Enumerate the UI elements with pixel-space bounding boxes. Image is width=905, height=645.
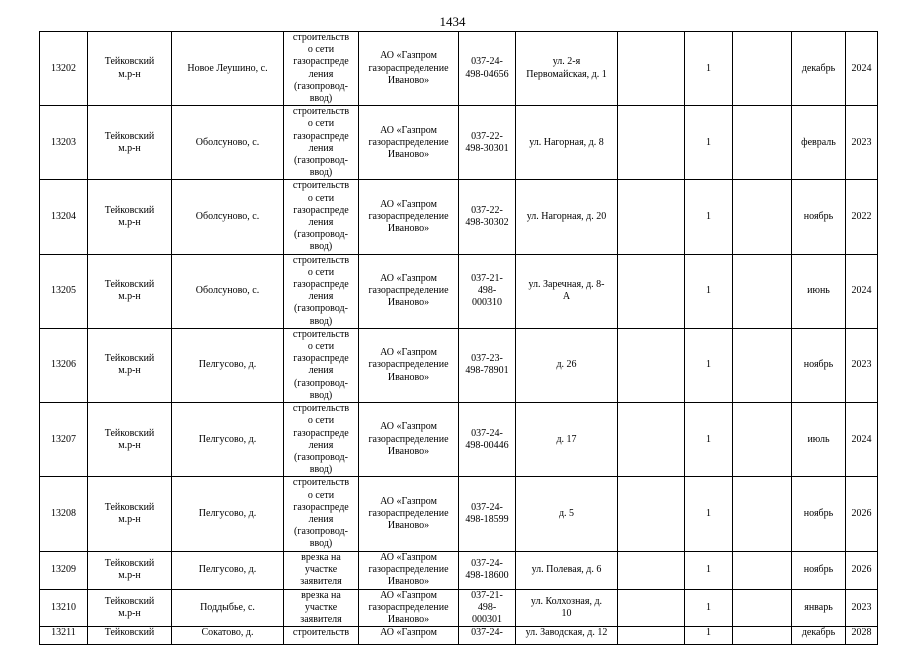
district-cell: Тейковский м.р-н xyxy=(88,328,172,402)
empty-cell xyxy=(733,551,792,589)
record-number: 13211 xyxy=(40,627,88,645)
address-cell: ул. Нагорная, д. 8 xyxy=(516,106,618,180)
record-number: 13204 xyxy=(40,180,88,254)
quantity-cell: 1 xyxy=(685,403,733,477)
month-cell: июль xyxy=(792,403,846,477)
empty-cell xyxy=(733,627,792,645)
month-cell: ноябрь xyxy=(792,180,846,254)
empty-cell xyxy=(618,106,685,180)
application-code-cell: 037-21- 498- 000301 xyxy=(459,589,516,627)
organization-cell: АО «Газпром газораспределение Иваново» xyxy=(359,477,459,551)
table-row xyxy=(40,551,878,589)
application-code-cell: 037-24- 498-04656 xyxy=(459,32,516,106)
table-row xyxy=(40,589,878,627)
empty-cell xyxy=(618,551,685,589)
month-cell: ноябрь xyxy=(792,328,846,402)
quantity-cell: 1 xyxy=(685,106,733,180)
empty-cell xyxy=(618,589,685,627)
quantity-cell: 1 xyxy=(685,551,733,589)
locality-cell: Пелгусово, д. xyxy=(172,477,284,551)
empty-cell xyxy=(733,180,792,254)
quantity-cell: 1 xyxy=(685,32,733,106)
address-cell: ул. Нагорная, д. 20 xyxy=(516,180,618,254)
work-type-cell: строительств о сети газораспреде ления (газопровод- ввод) xyxy=(284,477,359,551)
empty-cell xyxy=(733,328,792,402)
table-row xyxy=(40,328,878,402)
district-cell: Тейковский м.р-н xyxy=(88,589,172,627)
address-cell: ул. Заводская, д. 12 xyxy=(516,627,618,645)
table-body xyxy=(40,32,878,645)
table-row xyxy=(40,180,878,254)
record-number: 13207 xyxy=(40,403,88,477)
organization-cell: АО «Газпром газораспределение Иваново» xyxy=(359,551,459,589)
work-type-cell: строительств о сети газораспреде ления (газопровод- ввод) xyxy=(284,254,359,328)
empty-cell xyxy=(733,254,792,328)
organization-cell: АО «Газпром газораспределение Иваново» xyxy=(359,403,459,477)
quantity-cell: 1 xyxy=(685,589,733,627)
year-cell: 2024 xyxy=(846,254,878,328)
locality-cell: Сокатово, д. xyxy=(172,627,284,645)
year-cell: 2023 xyxy=(846,106,878,180)
application-code-cell: 037-23- 498-78901 xyxy=(459,328,516,402)
locality-cell: Поддыбье, с. xyxy=(172,589,284,627)
page-number: 1434 xyxy=(439,14,466,29)
district-cell: Тейковский м.р-н xyxy=(88,180,172,254)
year-cell: 2026 xyxy=(846,551,878,589)
year-cell: 2023 xyxy=(846,328,878,402)
month-cell: июнь xyxy=(792,254,846,328)
year-cell: 2024 xyxy=(846,403,878,477)
quantity-cell: 1 xyxy=(685,328,733,402)
district-cell: Тейковский м.р-н xyxy=(88,403,172,477)
application-code-cell: 037-24- 498-18599 xyxy=(459,477,516,551)
organization-cell: АО «Газпром газораспределение Иваново» xyxy=(359,328,459,402)
month-cell: ноябрь xyxy=(792,551,846,589)
organization-cell: АО «Газпром xyxy=(359,627,459,645)
organization-cell: АО «Газпром газораспределение Иваново» xyxy=(359,254,459,328)
record-number: 13202 xyxy=(40,32,88,106)
locality-cell: Пелгусово, д. xyxy=(172,551,284,589)
work-type-cell: строительств о сети газораспреде ления (газопровод- ввод) xyxy=(284,32,359,106)
year-cell: 2022 xyxy=(846,180,878,254)
application-code-cell: 037-22- 498-30301 xyxy=(459,106,516,180)
record-number: 13209 xyxy=(40,551,88,589)
locality-cell: Оболсуново, с. xyxy=(172,106,284,180)
locality-cell: Пелгусово, д. xyxy=(172,403,284,477)
record-number: 13206 xyxy=(40,328,88,402)
work-type-cell: строительств о сети газораспреде ления (газопровод- ввод) xyxy=(284,106,359,180)
year-cell: 2028 xyxy=(846,627,878,645)
organization-cell: АО «Газпром газораспределение Иваново» xyxy=(359,106,459,180)
month-cell: ноябрь xyxy=(792,477,846,551)
table-row xyxy=(40,477,878,551)
address-cell: ул. Колхозная, д. 10 xyxy=(516,589,618,627)
month-cell: январь xyxy=(792,589,846,627)
empty-cell xyxy=(618,627,685,645)
empty-cell xyxy=(618,403,685,477)
application-code-cell: 037-22- 498-30302 xyxy=(459,180,516,254)
empty-cell xyxy=(618,180,685,254)
quantity-cell: 1 xyxy=(685,477,733,551)
year-cell: 2023 xyxy=(846,589,878,627)
district-cell: Тейковский м.р-н xyxy=(88,32,172,106)
address-cell: ул. Полевая, д. 6 xyxy=(516,551,618,589)
application-code-cell: 037-24- 498-18600 xyxy=(459,551,516,589)
empty-cell xyxy=(733,32,792,106)
district-cell: Тейковский м.р-н xyxy=(88,106,172,180)
gas-connection-register-table xyxy=(39,31,878,645)
address-cell: ул. 2-я Первомайская, д. 1 xyxy=(516,32,618,106)
work-type-cell: врезка на участке заявителя xyxy=(284,589,359,627)
locality-cell: Пелгусово, д. xyxy=(172,328,284,402)
locality-cell: Оболсуново, с. xyxy=(172,180,284,254)
empty-cell xyxy=(733,106,792,180)
table-row xyxy=(40,403,878,477)
table-row xyxy=(40,32,878,106)
table-row xyxy=(40,106,878,180)
district-cell: Тейковский xyxy=(88,627,172,645)
address-cell: д. 5 xyxy=(516,477,618,551)
month-cell: декабрь xyxy=(792,627,846,645)
address-cell: ул. Заречная, д. 8- А xyxy=(516,254,618,328)
record-number: 13210 xyxy=(40,589,88,627)
quantity-cell: 1 xyxy=(685,180,733,254)
application-code-cell: 037-21- 498- 000310 xyxy=(459,254,516,328)
empty-cell xyxy=(733,589,792,627)
record-number: 13208 xyxy=(40,477,88,551)
table-row xyxy=(40,627,878,645)
application-code-cell: 037-24- 498-00446 xyxy=(459,403,516,477)
empty-cell xyxy=(618,328,685,402)
month-cell: декабрь xyxy=(792,32,846,106)
empty-cell xyxy=(618,477,685,551)
table-row xyxy=(40,254,878,328)
empty-cell xyxy=(733,477,792,551)
record-number: 13205 xyxy=(40,254,88,328)
application-code-cell: 037-24- xyxy=(459,627,516,645)
empty-cell xyxy=(733,403,792,477)
district-cell: Тейковский м.р-н xyxy=(88,551,172,589)
district-cell: Тейковский м.р-н xyxy=(88,477,172,551)
quantity-cell: 1 xyxy=(685,254,733,328)
locality-cell: Оболсуново, с. xyxy=(172,254,284,328)
organization-cell: АО «Газпром газораспределение Иваново» xyxy=(359,32,459,106)
year-cell: 2026 xyxy=(846,477,878,551)
record-number: 13203 xyxy=(40,106,88,180)
work-type-cell: строительств xyxy=(284,627,359,645)
organization-cell: АО «Газпром газораспределение Иваново» xyxy=(359,589,459,627)
address-cell: д. 26 xyxy=(516,328,618,402)
work-type-cell: врезка на участке заявителя xyxy=(284,551,359,589)
organization-cell: АО «Газпром газораспределение Иваново» xyxy=(359,180,459,254)
empty-cell xyxy=(618,32,685,106)
work-type-cell: строительств о сети газораспреде ления (газопровод- ввод) xyxy=(284,180,359,254)
empty-cell xyxy=(618,254,685,328)
work-type-cell: строительств о сети газораспреде ления (газопровод- ввод) xyxy=(284,403,359,477)
work-type-cell: строительств о сети газораспреде ления (газопровод- ввод) xyxy=(284,328,359,402)
year-cell: 2024 xyxy=(846,32,878,106)
district-cell: Тейковский м.р-н xyxy=(88,254,172,328)
month-cell: февраль xyxy=(792,106,846,180)
address-cell: д. 17 xyxy=(516,403,618,477)
locality-cell: Новое Леушино, с. xyxy=(172,32,284,106)
quantity-cell: 1 xyxy=(685,627,733,645)
